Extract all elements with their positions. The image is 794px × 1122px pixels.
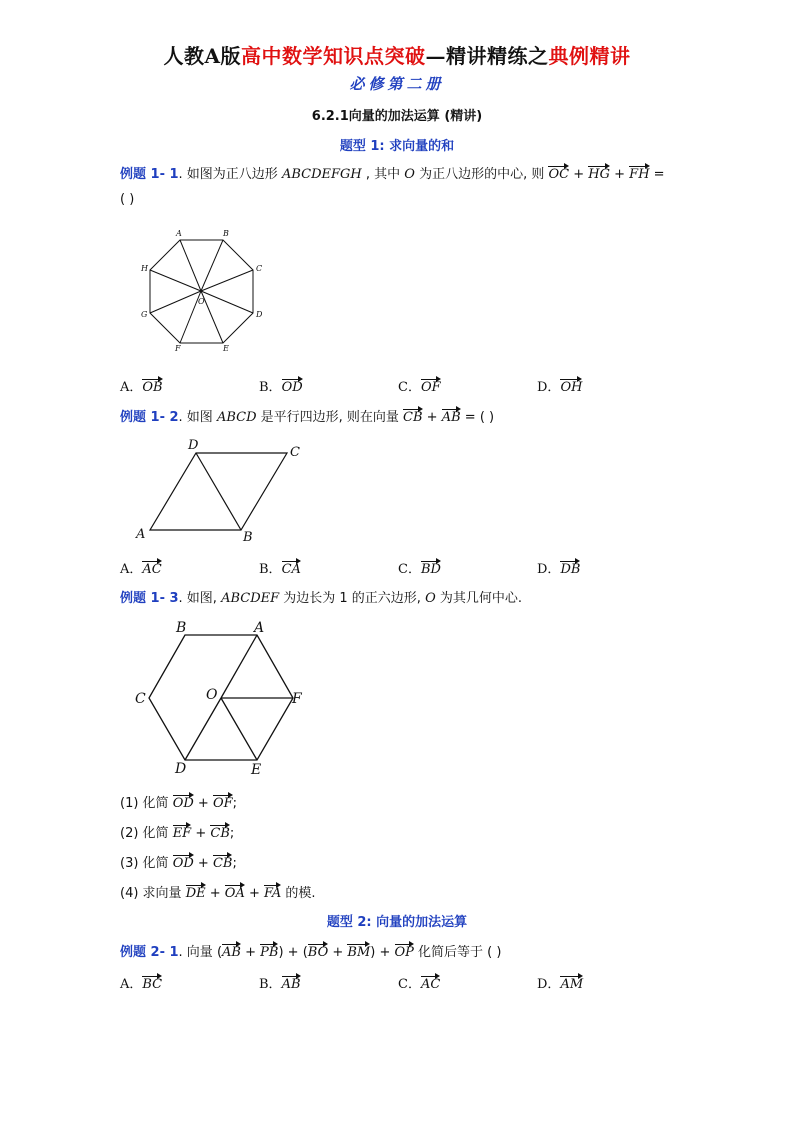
option-c[interactable] [398,973,440,992]
vertex-label-f: F [292,691,302,707]
vertex-label-b: B [243,530,253,545]
plus-sign: + [328,945,348,960]
title-part-2: 高中数学知识点突破 [241,44,426,68]
example-1-1-stem [120,163,665,182]
option-d[interactable] [537,376,582,395]
subquestion-text: (1) 化简 [120,796,173,811]
option-letter: B． [259,562,282,577]
octagon-figure [135,225,275,355]
option-letter: A． [120,562,143,577]
vertex-label-b: B [223,229,229,238]
plus-sign: + [569,167,589,182]
vertex-label-c: C [290,445,300,460]
vertex-label-g: G [141,310,148,319]
vector: BM [347,945,371,960]
plus-sign: + [240,945,261,960]
vector: AB [441,410,461,425]
option-vector: BC [142,977,163,992]
vector: FH [629,167,650,182]
stem-text: . 如图为正八边形 [178,167,282,182]
vector: HG [588,167,610,182]
vertex-label-e: E [251,762,262,778]
subquestion-text: (2) 化简 [120,826,173,841]
center-label-o: O [206,687,218,703]
option-letter: B． [259,977,282,992]
subquestion-text: 的模. [281,886,316,901]
subquestion-1 [120,792,237,811]
stem-text: ) + ( [278,945,308,960]
option-vector: AC [142,562,162,577]
vector: OC [548,167,570,182]
plus-sign: + [193,796,213,811]
punctuation: ; [232,856,237,871]
option-d[interactable] [537,558,580,577]
vertex-label-c: C [256,264,263,273]
example-label: 例题 1- 3 [120,591,179,606]
vector: OA [224,886,245,901]
vertex-label-h: H [141,264,148,273]
vertex-label-a: A [254,620,265,636]
option-vector: OH [560,380,583,395]
option-letter: D． [537,562,561,577]
vertex-label-c: C [135,691,146,707]
equals-sign: = [649,167,665,182]
example-1-3-stem [120,587,522,606]
vertex-label-f: F [175,344,181,353]
option-vector: AM [560,977,584,992]
option-d[interactable] [537,973,583,992]
punctuation: ; [232,796,238,811]
stem-text: 为正八边形的中心, 则 [414,167,549,182]
option-vector: OF [420,380,441,395]
option-vector: OD [281,380,303,395]
vector: OP [394,945,414,960]
option-letter: C． [398,977,421,992]
option-a[interactable] [120,558,162,577]
stem-text: . 如图, [178,591,222,606]
punctuation: ; [229,826,235,841]
vertex-label-a: A [176,229,182,238]
vertex-label-d: D [256,310,263,319]
option-vector: AB [281,977,301,992]
example-1-2-stem [120,406,494,425]
option-letter: D． [537,977,561,992]
option-a[interactable] [120,973,162,992]
polygon-name: ABCDEF [221,591,280,606]
subquestion-text: (4) 求向量 [120,886,186,901]
hexagon-figure [130,615,320,780]
page-title [0,40,794,69]
option-letter: B． [259,380,282,395]
plus-sign: + [422,410,442,425]
plus-sign: + [205,886,225,901]
subquestion-text: (3) 化简 [120,856,173,871]
option-b[interactable] [259,558,301,577]
option-a[interactable] [120,376,163,395]
vector: OD [172,856,194,871]
example-2-1-stem [120,941,501,960]
subquestion-4 [120,882,316,901]
vector: CB [403,410,423,425]
option-vector: BD [420,562,441,577]
option-letter: C． [398,380,421,395]
title-part-3: —精讲精练之 [425,44,549,68]
section-heading: 6.2.1向量的加法运算 (精讲) [311,109,483,124]
option-vector: CA [281,562,301,577]
vector: PB [260,945,279,960]
plus-sign: + [244,886,264,901]
option-c[interactable] [398,558,441,577]
stem-text: . 如图 [178,410,217,425]
stem-text: . 向量 ( [178,945,223,960]
answer-bracket: ( ) [120,192,135,207]
vector: FA [264,886,282,901]
polygon-name: ABCDEFGH [281,167,362,182]
option-vector: AC [420,977,441,992]
vector: BO [307,945,329,960]
vertex-label-b: B [176,620,187,636]
vector: AB [222,945,241,960]
vector: DE [185,886,206,901]
option-letter: A． [120,977,143,992]
vector: OD [172,796,194,811]
stem-text: 化简后等于 ( ) [413,945,502,960]
question-type-1-heading: 题型 1: 求向量的和 [339,139,455,154]
vertex-label-d: D [175,761,187,777]
subquestion-2 [120,822,234,841]
plus-sign: + [610,167,630,182]
stem-text: 为其几何中心. [435,591,523,606]
polygon-name: ABCD [216,410,257,425]
vertex-label-a: A [136,527,146,542]
plus-sign: + [193,856,213,871]
page-subtitle: 必修第二册 [349,75,445,93]
stem-text: 为边长为 1 的正六边形, [279,591,426,606]
example-label: 例题 1- 2 [120,410,179,425]
question-type-2-heading: 题型 2: 向量的加法运算 [326,915,468,930]
option-b[interactable] [259,973,301,992]
option-b[interactable] [259,376,303,395]
stem-text: 是平行四边形, 则在向量 [256,410,404,425]
vector: OF [212,796,233,811]
stem-text: , 其中 [361,167,405,182]
plus-sign: + [191,826,211,841]
vector: CB [212,856,233,871]
option-vector: DB [560,562,581,577]
parallelogram-figure [130,433,320,548]
vertex-label-e: E [223,344,229,353]
center-label-o: O [198,297,205,306]
option-c[interactable] [398,376,441,395]
stem-text: ) + [370,945,395,960]
vertex-label-d: D [188,438,199,453]
title-part-4: 典例精讲 [548,44,631,68]
vector: CB [210,826,230,841]
example-label: 例题 2- 1 [120,945,179,960]
stem-text: = ( ) [460,410,495,425]
subquestion-3 [120,852,237,871]
title-part-1: 人教A版 [163,44,242,68]
diagonal-db [196,453,241,530]
option-letter: C． [398,562,421,577]
example-label: 例题 1- 1 [120,167,179,182]
vector: EF [172,826,192,841]
center-name: O [404,167,415,182]
option-letter: D． [537,380,561,395]
option-vector: OB [142,380,163,395]
center-name: O [425,591,436,606]
option-letter: A． [120,380,143,395]
